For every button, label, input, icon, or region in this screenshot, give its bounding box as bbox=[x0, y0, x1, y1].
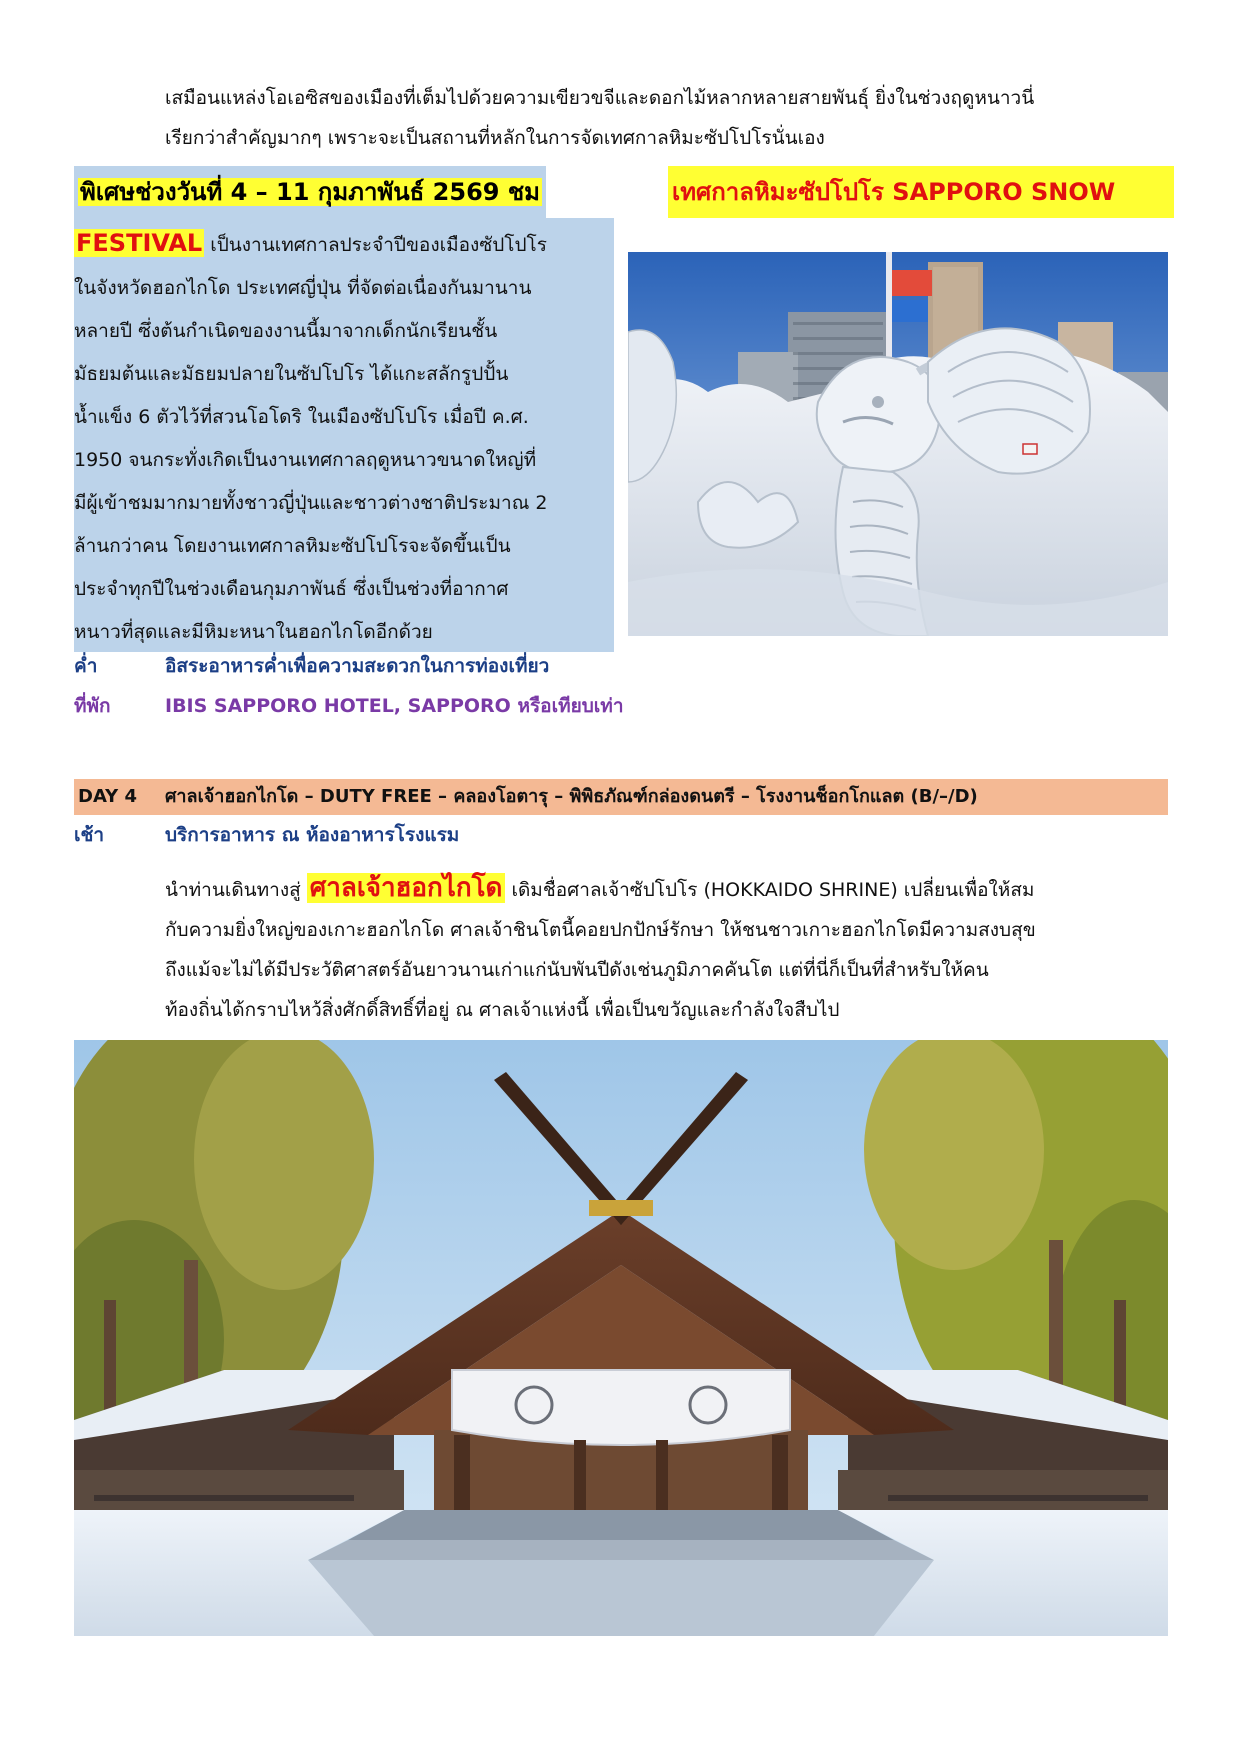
festival-line: น้ำแข็ง 6 ตัวไว้ที่สวนโอโดริ ในเมืองซัปโปโร เมื่อปี ค.ศ. bbox=[74, 406, 529, 428]
breakfast-row bbox=[74, 819, 459, 851]
festival-line: มัธยมต้นและมัธยมปลายในซัปโปโร ได้แกะสลักรูปปั้น bbox=[74, 363, 509, 385]
special-period-heading bbox=[74, 166, 1174, 218]
day-4-header bbox=[74, 779, 1168, 815]
day-number: DAY 4 bbox=[78, 786, 137, 807]
intro-line: เรียกว่าสำคัญมากๆ เพราะจะเป็นสถานที่หลักในการจัดเทศกาลหิมะซัปโปโรนั่นเอง bbox=[165, 127, 825, 149]
festival-line: ประจำทุกปีในช่วงเดือนกุมภาพันธ์ ซึ่งเป็นช่วงที่อากาศ bbox=[74, 578, 509, 600]
breakfast-label: เช้า bbox=[74, 824, 105, 846]
festival-line: FESTIVAL เป็นงานเทศกาลประจำปีของเมืองซัปโปโร bbox=[76, 229, 547, 257]
snow-sculpture-photo bbox=[628, 252, 1168, 636]
shrine-line: ท้องถิ่นได้กราบไหว้สิ่งศักดิ์สิทธิ์ที่อยู่ ณ ศาลเจ้าแห่งนี้ เพื่อเป็นขวัญและกำลังใจสืบไป bbox=[165, 999, 840, 1021]
hotel-name: IBIS SAPPORO HOTEL, SAPPORO bbox=[165, 695, 511, 717]
festival-line: หนาวที่สุดและมีหิมะหนาในฮอกไกโดอีกด้วย bbox=[74, 621, 433, 643]
festival-line: หลายปี ซึ่งต้นกำเนิดของงานนี้มาจากเด็กนักเรียนชั้น bbox=[74, 320, 498, 342]
hotel-label: ที่พัก bbox=[74, 695, 111, 717]
dinner-text: อิสระอาหารค่ำเพื่อความสะดวกในการท่องเที่ยว bbox=[165, 655, 550, 677]
dinner-row bbox=[74, 650, 549, 682]
shrine-name: ศาลเจ้าฮอกไกโด bbox=[307, 873, 506, 903]
shrine-paragraph bbox=[165, 868, 1170, 1030]
shrine-line: ถึงแม้จะไม่ได้มีประวัติศาสตร์อันยาวนานเก่าแก่นับพันปีดังเช่นภูมิภาคคันโต แต่ที่นี่ก็เป็นที่สำหรับให้คน bbox=[165, 959, 989, 981]
hotel-suffix: หรือเทียบเท่า bbox=[510, 695, 624, 717]
festival-line: 1950 จนกระทั่งเกิดเป็นงานเทศกาลฤดูหนาวขนาดใหญ่ที่ bbox=[74, 449, 537, 471]
hotel-row bbox=[74, 690, 623, 722]
festival-title: เทศกาลหิมะซัปโปโร SAPPORO SNOW bbox=[668, 166, 1174, 218]
hokkaido-shrine-photo bbox=[74, 1040, 1168, 1636]
shrine-line: กับความยิ่งใหญ่ของเกาะฮอกไกโด ศาลเจ้าชินโตนี้คอยปกปักษ์รักษา ให้ชนชาวเกาะฮอกไกโดมีความสงบสุข bbox=[165, 919, 1036, 941]
festival-line: ในจังหวัดฮอกไกโด ประเทศญี่ปุ่น ที่จัดต่อเนื่องกันมานาน bbox=[74, 277, 532, 299]
shrine-line: นำท่านเดินทางสู่ ศาลเจ้าฮอกไกโด เดิมชื่อศาลเจ้าซัปโปโร (HOKKAIDO SHRINE) เปลี่ยนเพื่อให้สม bbox=[165, 873, 1035, 903]
dinner-label: ค่ำ bbox=[74, 655, 98, 677]
festival-line: ล้านกว่าคน โดยงานเทศกาลหิมะซัปโปโรจะจัดขึ้นเป็น bbox=[74, 535, 511, 557]
special-date-heading bbox=[74, 166, 546, 218]
intro-paragraph bbox=[165, 78, 1175, 158]
festival-description bbox=[74, 222, 614, 654]
breakfast-text: บริการอาหาร ณ ห้องอาหารโรงแรม bbox=[165, 824, 460, 846]
festival-line: มีผู้เข้าชมมากมายทั้งชาวญี่ปุ่นและชาวต่างชาติประมาณ 2 bbox=[74, 492, 548, 514]
festival-title-cont: FESTIVAL bbox=[76, 229, 203, 257]
day-itinerary: ศาลเจ้าฮอกไกโด – DUTY FREE – คลองโอตารุ – พิพิธภัณฑ์กล่องดนตรี – โรงงานช็อกโกแลต (B/–/D) bbox=[165, 786, 978, 807]
special-date-text: พิเศษช่วงวันที่ 4 – 11 กุมภาพันธ์ 2569 ชม bbox=[80, 178, 540, 206]
intro-line: เสมือนแหล่งโอเอซิสของเมืองที่เต็มไปด้วยความเขียวขจีและดอกไม้หลากหลายสายพันธุ์ ยิ่งในช่วงฤดูหนาวนี่ bbox=[165, 87, 1035, 109]
